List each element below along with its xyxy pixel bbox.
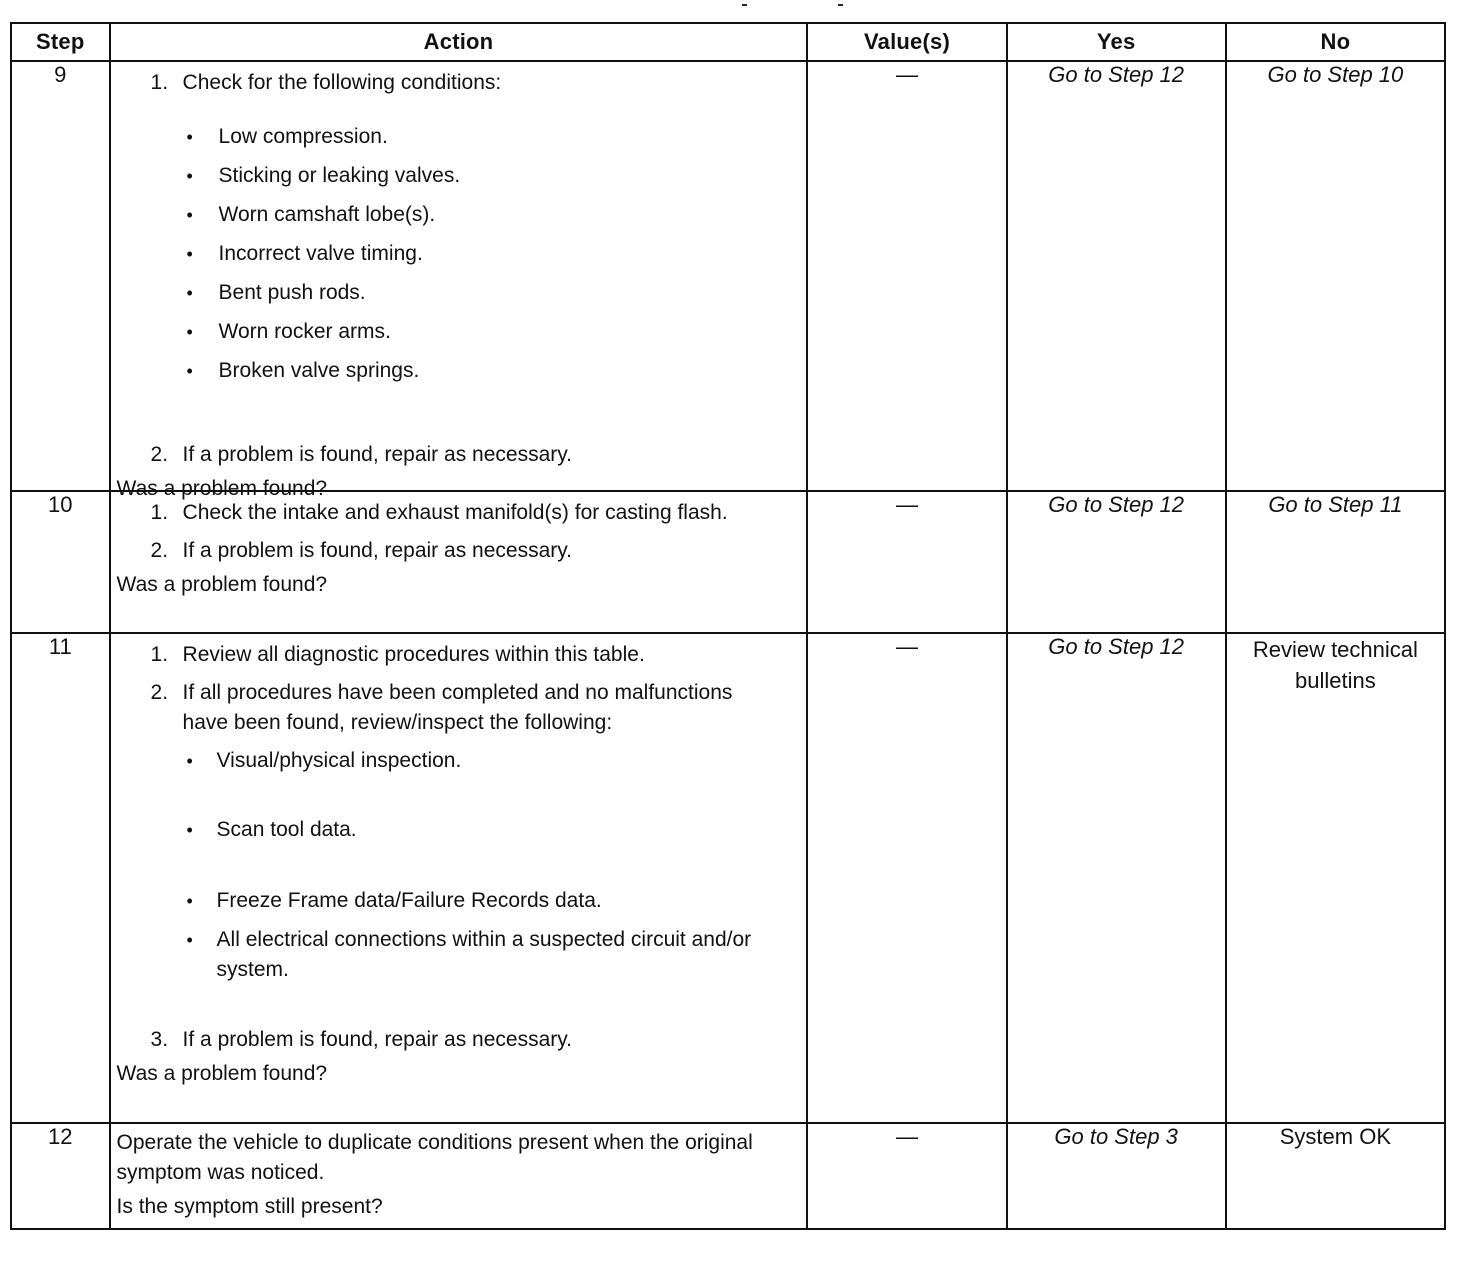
table-row	[11, 1123, 1445, 1229]
action-bullet: • Broken valve springs.	[186, 359, 420, 382]
action-question: Was a problem found?	[116, 477, 328, 500]
table-row	[11, 491, 1445, 633]
action-bullet: • Incorrect valve timing.	[186, 242, 423, 265]
action-item: 3. If a problem is found, repair as necessary.	[150, 1028, 573, 1051]
diagnostic-table	[10, 22, 1446, 1230]
action-lead: Operate the vehicle to duplicate conditions present when the original symptom was noticed.	[116, 1131, 753, 1184]
action-bullet: • Visual/physical inspection.	[186, 749, 462, 772]
action-cell	[110, 61, 808, 500]
action-item: 1. Check the intake and exhaust manifold(s) for casting flash.	[150, 501, 728, 524]
action-question: Was a problem found?	[116, 573, 328, 596]
value-cell: —	[807, 61, 1006, 491]
value-cell: —	[807, 1123, 1006, 1229]
action-bullet: • Sticking or leaking valves.	[186, 164, 461, 187]
action-bullet: • Low compression.	[186, 125, 388, 148]
no-link[interactable]: Go to Step 10	[1267, 62, 1404, 87]
value-cell: —	[807, 491, 1006, 633]
step-number: 12	[11, 1123, 110, 1229]
no-cell	[1226, 1123, 1445, 1229]
action-item: 2. If a problem is found, repair as necessary.	[150, 539, 573, 562]
no-cell	[1226, 633, 1445, 1123]
yes-link[interactable]: Go to Step 12	[1048, 634, 1185, 659]
action-question: Is the symptom still present?	[116, 1195, 383, 1218]
action-cell	[110, 1123, 808, 1229]
yes-link[interactable]: Go to Step 12	[1048, 492, 1185, 517]
action-item: 1. Check for the following conditions:	[150, 71, 502, 94]
table-row	[11, 61, 1445, 491]
action-bullet: • Worn camshaft lobe(s).	[186, 203, 436, 226]
no-result: System OK	[1279, 1124, 1391, 1149]
action-bullet: • Worn rocker arms.	[186, 320, 391, 343]
yes-link[interactable]: Go to Step 12	[1048, 62, 1185, 87]
yes-link[interactable]: Go to Step 3	[1054, 1124, 1178, 1149]
no-cell	[1226, 61, 1445, 491]
action-item: 2. If a problem is found, repair as necessary.	[150, 443, 573, 466]
yes-cell	[1007, 61, 1226, 491]
scan-mark	[838, 4, 843, 6]
step-number: 9	[11, 61, 110, 491]
no-link[interactable]: Go to Step 11	[1268, 492, 1403, 517]
action-bullet: • Freeze Frame data/Failure Records data.	[186, 889, 602, 912]
yes-cell	[1007, 491, 1226, 633]
action-bullet: • Scan tool data.	[186, 818, 357, 841]
action-item: 2. If all procedures have been completed and no malfunctions have been found, review/inspect the following:	[150, 681, 733, 734]
value-cell: —	[807, 633, 1006, 1123]
action-cell	[110, 633, 808, 1123]
yes-cell	[1007, 633, 1226, 1123]
step-number: 10	[11, 491, 110, 633]
yes-cell	[1007, 1123, 1226, 1229]
header-row	[11, 23, 1445, 61]
no-result: Review technical bulletins	[1252, 637, 1418, 693]
header-step: Step	[11, 23, 110, 61]
step-number: 11	[11, 633, 110, 1123]
header-values: Value(s)	[807, 23, 1006, 61]
action-item: 1. Review all diagnostic procedures within this table.	[150, 643, 645, 666]
header-action: Action	[110, 23, 808, 61]
action-cell	[110, 491, 808, 633]
header-yes: Yes	[1007, 23, 1226, 61]
action-bullet: • Bent push rods.	[186, 281, 366, 304]
action-bullet: • All electrical connections within a suspected circuit and/or system.	[186, 928, 752, 981]
scan-mark	[742, 4, 747, 6]
no-cell	[1226, 491, 1445, 633]
table-row	[11, 633, 1445, 1123]
action-question: Was a problem found?	[116, 1062, 328, 1085]
header-no: No	[1226, 23, 1445, 61]
